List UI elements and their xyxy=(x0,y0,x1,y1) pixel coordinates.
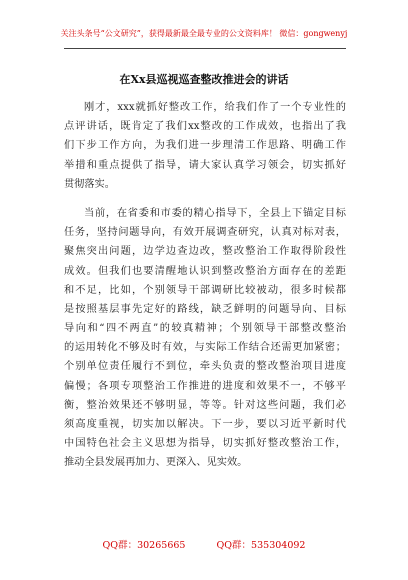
paragraph-line: 导向和“四不两直”的较真精神；个别领导干部整改整治 xyxy=(64,323,346,335)
paragraph-line: 刚才，xxx就抓好整改工作，给我们作了一个专业性的 xyxy=(84,102,346,113)
header-divider xyxy=(64,48,346,49)
footer-qq-group-2: QQ群：535304092 xyxy=(216,540,306,551)
paragraph-line: 推动全县发展再加力、更深入、见实效。 xyxy=(64,457,248,469)
paragraph-line: 任务，坚持问题导向，有效开展调查研究，认真对标对表， xyxy=(64,227,346,239)
paragraph-line: 和不足，比如，个别领导干部调研比较被动，很多时候都 xyxy=(64,284,346,296)
paragraph-2 xyxy=(64,204,346,473)
paragraph-line: 贯彻落实。 xyxy=(64,178,115,190)
paragraph-line: 点评讲话，既肯定了我们xx整改的工作成效，也指出了我 xyxy=(64,121,346,133)
paragraph-line: 个别单位责任履行不到位，牵头负责的整改整治项目进度 xyxy=(64,361,346,373)
paragraph-line: 须高度重视，切实加以解决。下一步，要以习近平新时代 xyxy=(64,419,346,430)
paragraph-line: 是按照基层事先定好的路线，缺乏鲜明的问题导向、目标 xyxy=(64,303,346,315)
paragraph-line: 聚焦突出问题，边学边查边改，整改整治工作取得阶段性 xyxy=(64,246,346,258)
document-title: 在Xx县巡视巡查整改推进会的讲话 xyxy=(119,73,289,86)
paragraph-1 xyxy=(64,98,346,194)
paragraph-line: 的运用转化不够及时有效，与实际工作结合还需更加紧密； xyxy=(64,342,346,354)
paragraph-line: 中国特色社会主义思想为指导，切实抓好整改整治工作， xyxy=(64,438,346,450)
paragraph-line: 衡，整治效果还不够明显，等等。针对这些问题，我们必 xyxy=(64,399,346,411)
footer-qq-group-1: QQ群：30265665 xyxy=(102,540,186,551)
header-banner: 关注头条号“公文研究”，获得最新最全最专业的公文资料库！ 微信：gongwenyj xyxy=(60,29,348,38)
paragraph-line: 们下步工作方向，为我们进一步理清工作思路、明确工作 xyxy=(64,140,346,152)
paragraph-line: 当前，在省委和市委的精心指导下，全县上下锚定目标 xyxy=(84,207,346,219)
paragraph-line: 偏慢；各项专项整治工作推进的进度和效果不一，不够平 xyxy=(64,380,346,392)
paragraph-line: 举措和重点提供了指导，请大家认真学习领会，切实抓好 xyxy=(64,159,346,171)
footer-contacts xyxy=(0,537,408,551)
document-body xyxy=(64,98,346,483)
paragraph-line: 成效。但我们也要清醒地认识到整改整治方面存在的差距 xyxy=(64,265,346,277)
